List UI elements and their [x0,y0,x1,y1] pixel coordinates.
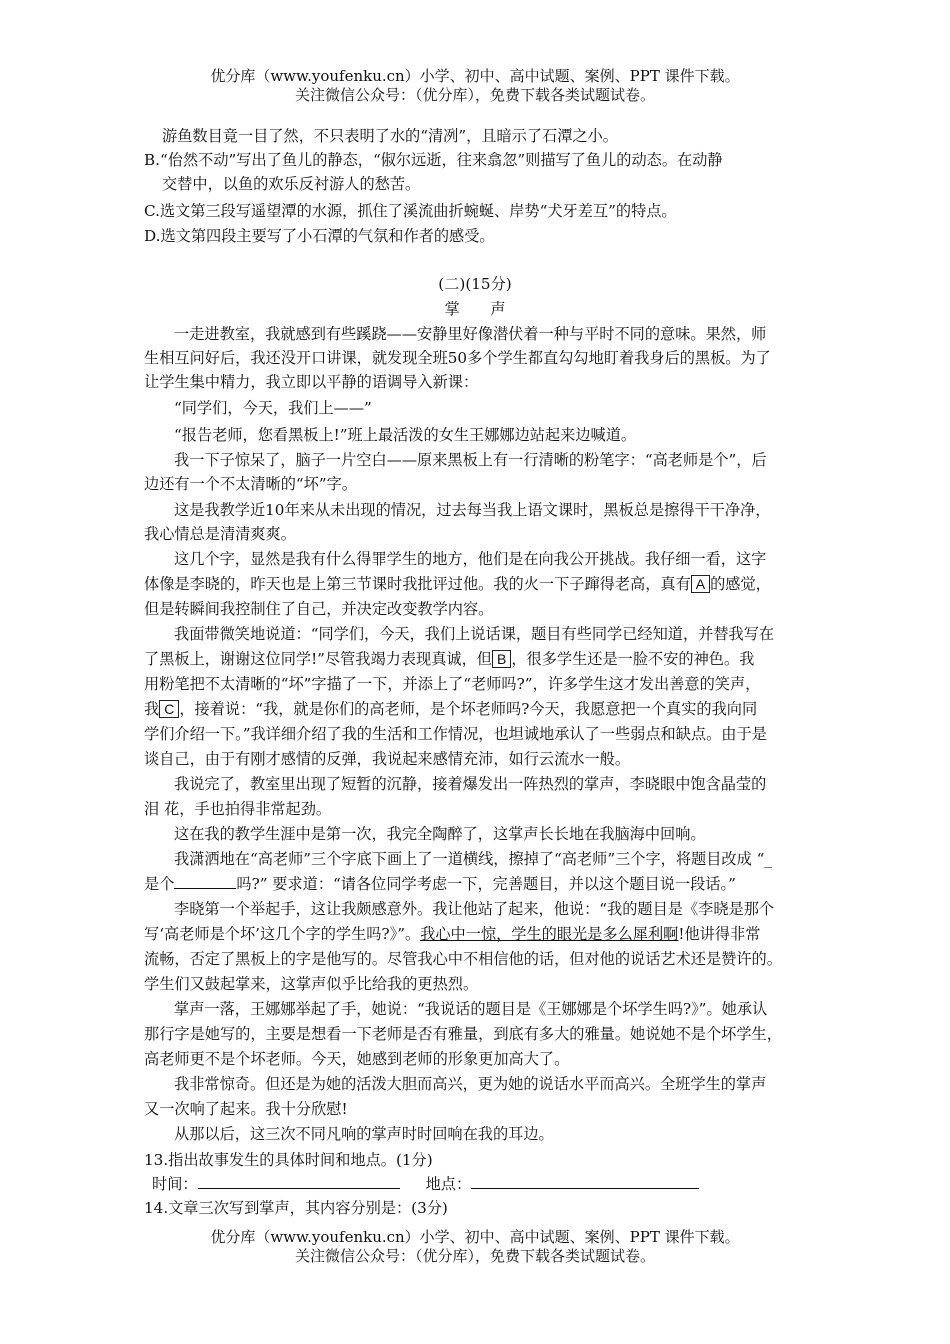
prev-option-b-tail: 交替中，以鱼的欢乐反衬游人的愁苦。 [162,175,421,193]
blank-box-a: A [691,575,710,593]
story-line: 谈自己，由于有刚才感情的反弹，我说起来感情充沛，如行云流水一般。 [144,750,630,768]
story-line: 这在我的教学生涯中是第一次，我完全陶醉了，这掌声长长地在我脑海中回响。 [174,825,706,843]
story-line: 李晓第一个举起手，这让我颇感意外。我让他站了起来，他说：“我的题目是《李晓是那个 [174,900,775,918]
story-line: 边还有一个不太清晰的“坏”字。 [144,475,357,493]
story-line: 我非常惊奇。但还是为她的活泼大胆而高兴，更为她的说话水平而高兴。全班学生的掌声 [174,1075,767,1093]
header-line-2: 关注微信公众号：（优分库），免费下载各类试题试卷。 [294,86,655,104]
story-line [144,574,771,594]
passage-title: 掌 声 [444,300,506,318]
place-answer-blank[interactable] [471,1174,699,1189]
story-line: 流畅，否定了黑板上的字是他写的。尽管我心中不相信他的话，但对他的说话艺术还是赞许的。 [144,950,782,968]
story-text: 我 [144,700,160,718]
fill-blank [174,874,236,889]
blank-box-b: B [492,650,511,668]
story-line: 从那以后，这三次不同凡响的掌声时时回响在我的耳边。 [174,1125,554,1143]
question-14: 14.文章三次写到掌声，其内容分别是：(3分) [144,1199,448,1217]
story-line: 用粉笔把不太清晰的“坏”字描了一下，并添上了“老师吗?”，许多学生这才发出善意的笑声， [144,675,761,693]
story-line: 一走进教室，我就感到有些蹊跷——安静里好像潜伏着一种与平时不同的意味。果然，师 [174,325,767,343]
story-line [144,874,736,894]
story-line: 我潇洒地在“高老师”三个字底下画上了一道横线，擦掉了“高老师”三个字，将题目改成 “_ [174,850,772,868]
place-label: 地点： [425,1175,472,1193]
story-line: 但是转瞬间我控制住了自己，并决定改变教学内容。 [144,600,494,618]
story-text: !他讲得非常 [678,925,761,943]
story-text: 吗?” 要求道：“请各位同学考虑一下，完善题目，并以这个题目说一段话。” [236,875,736,893]
story-line [144,649,754,669]
underlined-sentence: 我心中一惊，学生的眼光是多么犀利啊 [420,925,679,943]
footer-line-1: 优分库（www.youfenku.cn）小学、初中、高中试题、案例、PPT 课件下载。 [210,1228,740,1246]
prev-option-b: B.“佁然不动”写出了鱼儿的静态，“俶尔远逝，往来翕忽”则描写了鱼儿的动态。在动静 [144,151,723,169]
story-text: 体像是李晓的，昨天也是上第三节课时我批评过他。我的火一下子蹿得老高，真有 [144,575,691,593]
story-line: 学们介绍一下。”我详细介绍了我的生活和工作情况，也坦诚地承认了一些弱点和缺点。由于是 [144,725,767,743]
story-line: 学生们又鼓起掌来，这掌声似乎比给我的更热烈。 [144,975,479,993]
story-line: 又一次响了起来。我十分欣慰! [144,1100,348,1118]
prev-option-d: D.选文第四段主要写了小石潭的气氛和作者的感受。 [144,227,495,245]
story-text: 是个 [144,875,175,893]
prev-option-c: C.选文第三段写遥望潭的水源，抓住了溪流曲折蜿蜒、岸势“犬牙差互”的特点。 [144,202,677,220]
story-line: 我一下子惊呆了，脑子一片空白——原来黑板上有一行清晰的粉笔字：“高老师是个”，后 [174,451,767,469]
time-answer-blank[interactable] [198,1174,400,1189]
story-line: 生相互问好后，我还没开口讲课，就发现全班50多个学生都直勾勾地盯着我身后的黑板。为了 [144,349,771,367]
story-line [144,924,760,944]
story-text: ，很多学生还是一脸不安的神色。我 [511,650,755,668]
story-text: ，接着说：“我，就是你们的高老师，是个坏老师吗?今天，我愿意把一个真实的我向同 [179,700,758,718]
story-line: 让学生集中精力，我立即以平静的语调导入新课： [144,373,479,391]
prev-option-a-tail: 游鱼数目竟一目了然，不只表明了水的“清冽”，且暗示了石潭之小。 [162,127,618,145]
story-line: 泪 花，手也拍得非常起劲。 [144,800,332,818]
story-text: 写‘高老师是个坏’这几个字的学生吗?》”。 [144,925,421,943]
question-13-answer-row [152,1174,699,1194]
story-line: 我说完了，教室里出现了短暂的沉静，接着爆发出一阵热烈的掌声，李晓眼中饱含晶莹的 [174,775,767,793]
story-line: “同学们，今天，我们上——” [174,399,372,417]
question-13: 13.指出故事发生的具体时间和地点。(1分) [144,1151,433,1169]
story-line: 掌声一落，王娜娜举起了手，她说：“我说话的题目是《王娜娜是个坏学生吗?》”。她承认 [174,1000,768,1018]
story-line: 我面带微笑地说道：“同学们，今天，我们上说话课，题目有些同学已经知道，并替我写在 [174,625,775,643]
story-line: 那行字是她写的，主要是想看一下老师是否有雅量，到底有多大的雅量。她说她不是个坏学生， [144,1025,782,1043]
section-label: (二)(15分) [438,275,512,293]
story-line: 高老师更不是个坏老师。今天，她感到老师的形象更加高大了。 [144,1050,570,1068]
story-line: 这是我教学近10年来从未出现的情况，过去每当我上语文课时，黑板总是擦得干干净净， [174,501,771,519]
time-label: 时间： [152,1175,198,1193]
footer-line-2: 关注微信公众号：（优分库），免费下载各类试题试卷。 [294,1247,655,1265]
story-text: 的感觉， [710,575,771,593]
header-line-1: 优分库（www.youfenku.cn）小学、初中、高中试题、案例、PPT 课件下载。 [210,67,740,85]
story-text: 了黑板上，谢谢这位同学!”尽管我竭力表现真诚，但 [144,650,492,668]
blank-box-c: C [159,700,179,718]
story-line: “报告老师，您看黑板上!”班上最活泼的女生王娜娜边站起来边喊道。 [174,426,637,444]
story-line: 这几个字，显然是我有什么得罪学生的地方，他们是在向我公开挑战。我仔细一看，这字 [174,550,767,568]
story-line: 我心情总是清清爽爽。 [144,525,296,543]
story-line [144,699,757,719]
